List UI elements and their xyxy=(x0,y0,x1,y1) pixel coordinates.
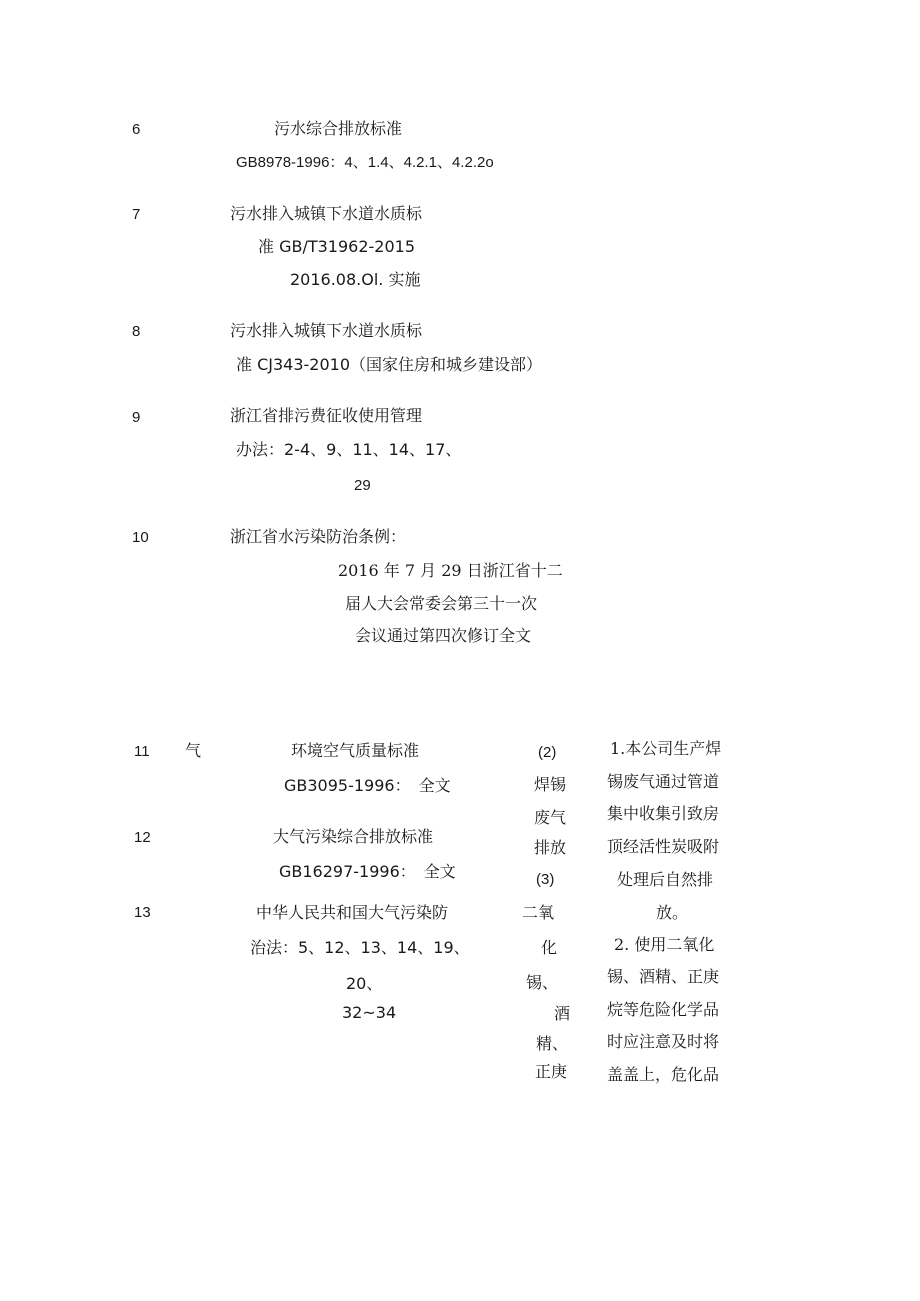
standard-name: 浙江省排污费征收使用管理 xyxy=(230,406,423,425)
standard-clauses: 办法：2-4、9、11、14、17、 xyxy=(236,440,462,459)
measure-line: 1.本公司生产焊 xyxy=(610,739,722,758)
source-line: (3) xyxy=(536,871,555,888)
measure-line: 时应注意及时将 xyxy=(607,1032,720,1051)
standard-name: 污水综合排放标准 xyxy=(274,119,403,138)
source-line: (2) xyxy=(538,744,557,761)
row-number: 11 xyxy=(134,743,150,760)
standard-code: 准 CJ343-2010（国家住房和城乡建设部） xyxy=(236,355,543,374)
source-line: 二氧 xyxy=(522,903,555,922)
standard-clauses-cont: 32~34 xyxy=(342,1003,397,1022)
standard-clauses-cont: 29 xyxy=(354,477,371,494)
row-number: 13 xyxy=(134,904,151,921)
row-number: 9 xyxy=(132,409,141,426)
measure-line: 2. 使用二氧化 xyxy=(614,935,715,954)
source-line: 化 xyxy=(541,938,558,957)
standard-clauses-cont: 20、 xyxy=(346,974,383,993)
standard-name: 污水排入城镇下水道水质标 xyxy=(230,321,423,340)
standard-name: 环境空气质量标准 xyxy=(291,741,420,760)
standard-note: 会议通过第四次修订全文 xyxy=(355,626,532,645)
source-line: 酒 xyxy=(554,1004,571,1023)
source-line: 排放 xyxy=(534,838,567,857)
standard-note: 2016 年 7 月 29 日浙江省十二 xyxy=(338,561,563,580)
standard-code: 准 GB/T31962-2015 xyxy=(258,237,416,256)
source-line: 废气 xyxy=(534,808,567,827)
measure-line: 锡废气通过管道 xyxy=(607,772,720,791)
measure-line: 放。 xyxy=(656,903,689,922)
standard-clauses: 治法：5、12、13、14、19、 xyxy=(250,938,470,957)
row-number: 12 xyxy=(134,829,151,846)
measure-line: 集中收集引致房 xyxy=(607,804,720,823)
standard-name: 浙江省水污染防治条例： xyxy=(230,527,407,546)
row-number: 10 xyxy=(132,529,149,546)
measure-line: 处理后自然排 xyxy=(617,870,714,889)
standard-code: GB3095-1996： 全文 xyxy=(284,776,451,795)
standard-name: 大气污染综合排放标准 xyxy=(273,827,434,846)
row-number: 8 xyxy=(132,323,141,340)
standard-name: 污水排入城镇下水道水质标 xyxy=(230,204,423,223)
standard-effective-date: 2016.08.Ol. 实施 xyxy=(290,270,421,289)
measure-line: 顶经活性炭吸附 xyxy=(607,837,720,856)
measure-line: 锡、酒精、正庚 xyxy=(607,967,720,986)
measure-line: 烷等危险化学品 xyxy=(607,1000,720,1019)
row-number: 7 xyxy=(132,206,141,223)
source-line: 正庚 xyxy=(535,1062,568,1081)
measure-line: 盖盖上，危化品 xyxy=(607,1065,720,1084)
row-number: 6 xyxy=(132,121,141,138)
standard-code: GB16297-1996： 全文 xyxy=(279,862,456,881)
standard-name: 中华人民共和国大气污染防 xyxy=(256,903,449,922)
source-line: 焊锡 xyxy=(534,775,567,794)
standard-note: 届人大会常委会第三十一次 xyxy=(345,594,538,613)
category-label: 气 xyxy=(185,741,202,760)
source-line: 精、 xyxy=(536,1034,569,1053)
source-line: 锡、 xyxy=(526,973,559,992)
standard-clauses: GB8978-1996：4、1.4、4.2.1、4.2.2o xyxy=(236,154,494,171)
